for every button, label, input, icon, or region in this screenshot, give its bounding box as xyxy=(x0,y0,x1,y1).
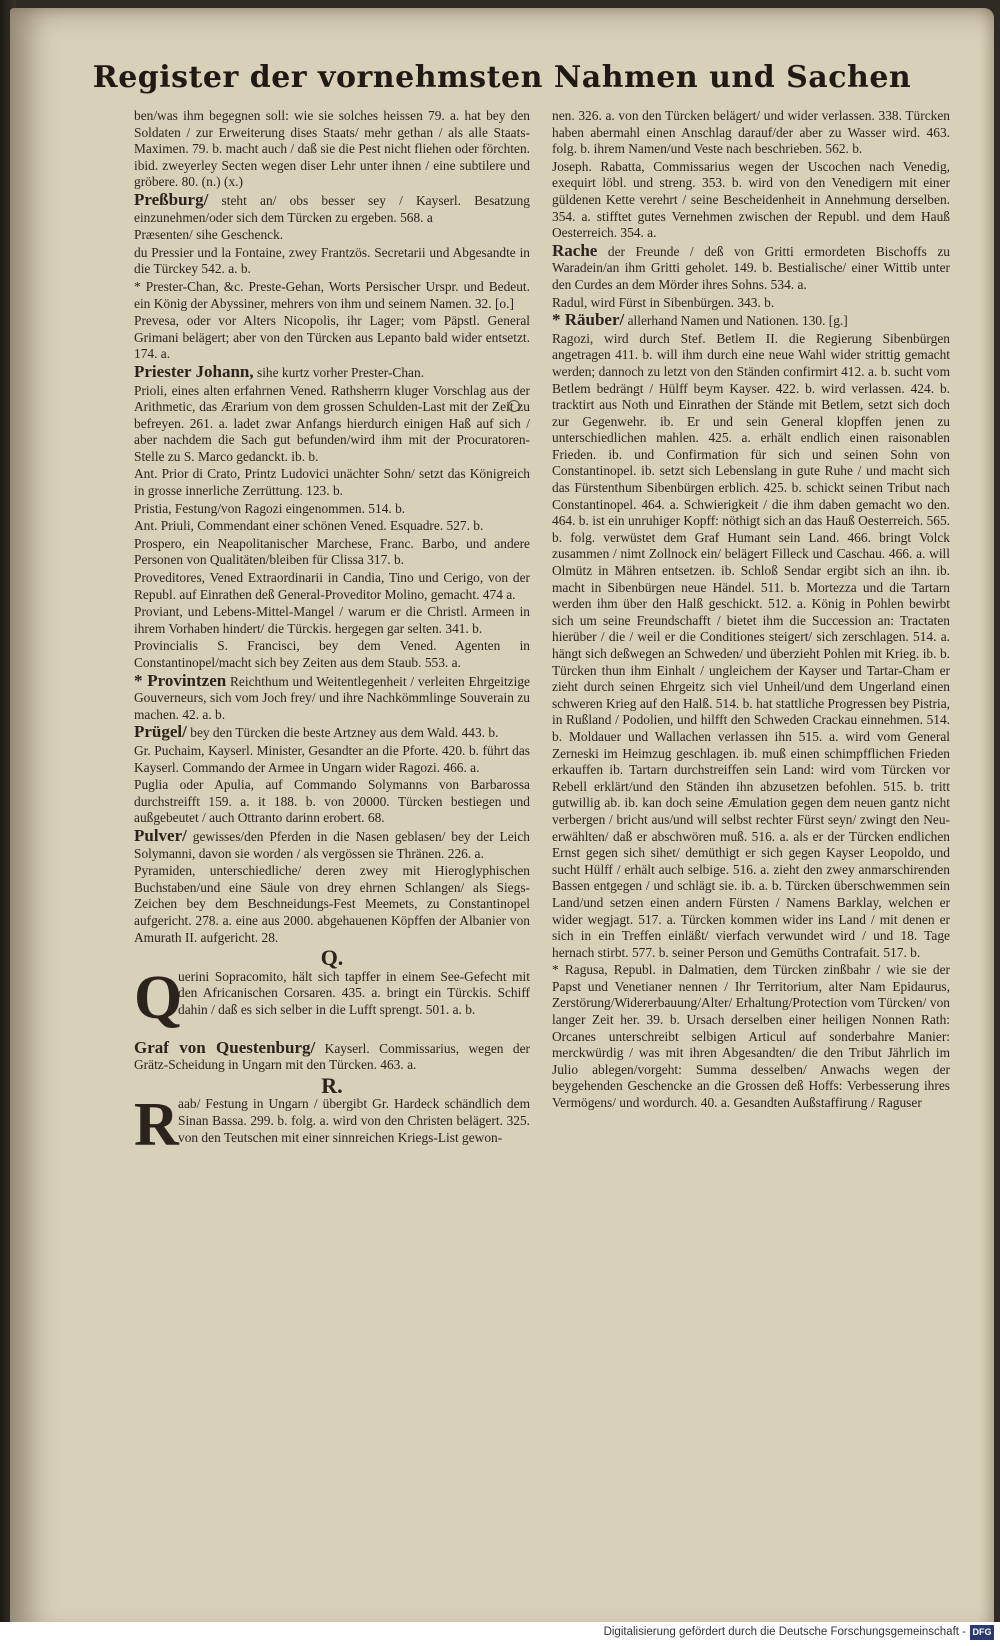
entry-text: gewisses/den Pferden in die Nasen geblasen/ bey der Leich Solymanni, davon sie worden / als vergössen sie Thränen. 226. a. xyxy=(134,828,530,861)
index-entry-q xyxy=(134,963,530,1039)
entry-headword: * Räuber/ xyxy=(552,310,625,330)
footer-bar xyxy=(0,1622,1000,1646)
index-entry xyxy=(552,312,950,330)
index-entry-r xyxy=(134,1091,530,1166)
index-entry xyxy=(134,189,530,226)
index-entry xyxy=(134,743,530,776)
entry-headword: Prügel/ xyxy=(134,722,187,742)
index-entry xyxy=(552,240,950,294)
paper-stain xyxy=(508,400,520,412)
index-entry xyxy=(134,108,530,191)
register-page xyxy=(10,8,994,1640)
index-entry xyxy=(134,570,530,603)
section-heading-r: R. xyxy=(321,1072,343,1098)
entry-text: nen. 326. a. von den Türcken belägert/ und wider verlassen. 338. Türcken haben abermahl einen Anschlag darauf/der aber zu Wasser wird. 463. folg. b. ihrem Namen/und Veste nach beschrieben. 562. b. xyxy=(552,108,950,157)
entry-text: * Ragusa, Republ. in Dalmatien, dem Türcken zinßbahr / wie sie der Papst und Venetianer nennen / Ihr Territorium, alter Nam Epidaurus, Zerstörung/Widererbauung/Alter/ Erhaltung/Protection vom Türcken/ von langer Zeit her. 39. b. Ursach derselben einer heiligen Nonnen Rath: Orcanes unterschreibt selbigen Articul auf sonderbahre Manier: merckwürdig / was mit ihren Abgesandten/ die den Tribut Jährlich im Julio ablegen/vorgeht: Summa desselben/ Anwachs wegen der beygehenden Geschencke an die Grossen deß Hoffs: Verbesserung ihres Vermögens/ und wordurch. 40. a. Gesandten Außstaffirung / Raguser xyxy=(552,962,950,1111)
index-entry xyxy=(134,825,530,862)
entry-text: Reichthum und Weitentlegenheit / verleiten Ehrgeitzige Gouverneurs, sich vom Joch frey/ und ihre Nachkömmlinge Souverain zu machen. 42. a. b. xyxy=(134,673,530,722)
entry-text: uerini Sopracomito, hält sich tapffer in einem See-Gefecht mit den Africanischen Corsaren. 435. a. bringt ein Türckis. Schiff dahin / daß es sich selber in die Lufft sprengt. 501. a. b. xyxy=(178,968,530,1017)
index-entry xyxy=(134,466,530,499)
entry-text: Pyramiden, unterschiedliche/ deren zwey mit Hieroglyphischen Buchstaben/und eine Säule von drey ehrnen Schlangen/ als Siegs-Zeichen bey dem Beschneidungs-Fest Meemets, zu Constantinopel aufgericht. 278. a. eine aus 2000. abgehauenen Köpffen der Albanier von Amurath II. aufgericht. 28. xyxy=(134,863,530,945)
entry-headword: Pulver/ xyxy=(134,825,187,845)
entry-text: Puglia oder Apulia, auf Commando Solymanns von Barbarossa durchstreifft 159. a. it 188. b. von 20000. Türcken bestiegen und außgebeutet / auch Ottranto darinn erobert. 68. xyxy=(134,777,530,826)
right-column xyxy=(552,108,950,1113)
entry-headword: * Provintzen xyxy=(134,670,227,690)
entry-text: Kayserl. Commissarius, wegen der Grätz-Scheidung in Ungarn mit den Türcken. 463. a. xyxy=(134,1040,530,1073)
entry-text: Pristia, Festung/von Ragozi eingenommen. 514. b. xyxy=(134,500,406,516)
entry-text: steht an/ obs besser sey / Kayserl. Besatzung einzunehmen/oder sich dem Türcken zu ergeben. 568. a xyxy=(134,192,530,225)
index-entry xyxy=(134,245,530,278)
index-entry xyxy=(134,536,530,569)
entry-text: * Prester-Chan, &c. Preste-Gehan, Worts Persischer Urspr. und Bedeut. ein König der Abyssiner, mehrers von ihm und seinem Namen. 32. [o.] xyxy=(134,278,530,311)
entry-headword: Preßburg/ xyxy=(134,189,209,209)
index-entry xyxy=(134,670,530,724)
entry-headword: Rache xyxy=(552,240,598,260)
left-column xyxy=(134,108,530,1167)
index-entry xyxy=(134,279,530,312)
index-entry xyxy=(552,331,950,962)
entry-text: Radul, wird Fürst in Sibenbürgen. 343. b. xyxy=(552,294,775,310)
entry-text: du Pressier und la Fontaine, zwey Frantzös. Secretarii und Abgesandte in die Türckey 542. a. b. xyxy=(134,244,530,277)
page-header: Register der vornehmsten Nahmen und Sachen xyxy=(92,60,912,95)
index-entry xyxy=(134,313,530,363)
entry-text: sihe kurtz vorher Prester-Chan. xyxy=(256,364,425,380)
entry-text: Joseph. Rabatta, Commissarius wegen der Uscochen nach Venedig, exequirt löbl. und streng. 353. b. wird von den Venedigern mit einer güldenen Kette verehrt / seine Bescheidenheit in Annehmung derselben. 354. a. stifftet gutes Vernehmen zwischen der Republ. und dem Hauß Oesterreich. 354. a. xyxy=(552,158,950,241)
index-entry xyxy=(134,604,530,637)
index-entry xyxy=(552,295,950,312)
entry-text: Provincialis S. Francisci, bey dem Vened. Agenten in Constantinopel/macht sich bey Zeiten aus dem Staub. 553. a. xyxy=(134,638,530,670)
entry-text: allerhand Namen und Nationen. 130. [g.] xyxy=(627,313,848,329)
entry-text: ben/was ihm begegnen soll: wie sie solches heissen 79. a. hat bey den Soldaten / zur Erweiterung dises Staats/ mehr gethan / als alle Staats-Maximen. 79. b. macht auch / daß sie die Pest nicht fliehen oder förchten. ibid. zweyerley Secten wegen diser Lehr unter ihnen / eine subtilere und gröbere. 80. (n.) (x.) xyxy=(134,108,530,190)
entry-text: Prevesa, oder vor Alters Nicopolis, ihr Lager; vom Päpstl. General Grimani belägert; aber von den Türcken aus Lepanto bald wider entsetzt. 174. a. xyxy=(134,313,530,362)
entry-text: Ragozi, wird durch Stef. Betlem II. die Regierung Sibenbürgen angetragen 411. b. will ihm durch eine neue Wahl wider strittig gemacht werden; dannoch zu letzt von den Ständen confirmirt 412. a. b. sucht vom Betlem bedrängt / Hülff beym Kayser. 422. b. wird verlassen. 424. b. tracktirt aus Noth und Einrathen der Stände mit Betlem, setzt sich doch zur Gegenwehr. ib. Er und sein General klopffen jenen zu unterschiedlichen mahlen. 425. a. erhält endlich einen raisonablen Frieden. ib. und Confirmation für sich und seinen Sohn von Constantinopel. ib. setzt sich Lebenslang in gute Ruhe / und macht sich das Fürstenthum Sibenbürgen erblich. 425. b. schickt seinen Tribut nach Constantinopel. 464. a. Schwierigkeit / die ihm daben gemacht wo den. 464. b. ist ein unruhiger Kopff: nöthigt sich an das Hauß Oesterreich. 565. b. folg. verwüstet dem Graf Humant sein Land. 466. bringt Volck zusammen / nimt Zollnock ein/ belägert Filleck und Caschau. 466. a. will Olmütz in Mähren entsetzen. ib. Schloß Sendar ergibt sich an ihn. ib. macht in Sibenbürgen neue Händel. 511. b. Mortezza und die Tartarn werden ihm über den Halß geschickt. 512. a. König in Pohlen bewirbt sich um seine Freundschafft / bietet ihm die Succession an: Tractaten hierüber / die / weil er die Conditiones steigert/ sich zerschlagen. 514. a. hängt sich deßwegen an Schweden/ und überzieht Pohlen mit Krieg. ib. b. Türcken thun ihm Einhalt / ungleichem der Kayser und Tartar-Cham er zieht durch seinen Ehrgeitz sich viel Unheil/und dem Ungerland einen schweren Krieg auf den Halß. 514. b. hat stattliche Progressen bey Pistria, in Rußland / Podolien, und hilfft den Schweden Crackau einnehmen. 514. b. Moldauer und Wallachen verlassen ihn 515. a. wird vom General Zerneski im Heimzug geschlagen. ib. muß einen schimpfflichen Frieden erkauffen ib. Tartarn durchstreiffen sein Land: wird vom Türcken vor Rebell erklärt/und den Ständen ihn abzusetzen befohlen. 515. b. tritt gutwillig ab. ib. kan doch seine Æmulation gegen dem neuen gantz nicht verbergen / bricht aus/und will selbst rechter Fürst seyn/ zwingt den Neu-erwählten/ daß er abschwören muß. 516. a. als er der Türcken endlichen Ernst gegen sich sihet/ demüthigt er sich gegen Kayser Leopoldo, und sucht Hülff / erhält auch selbige. 516. a. zieht den zwey anmarschirenden Bassen entgegen / und schlägt sie. ib. a. b. Türcken überschwemmen sein Land/und setzen einen andern Fürsten / Namens Barklay, welchen er wider wegjagt. 517. a. Türcken kommen wider ins Land / mit denen er sich in ein Treffen einläßt/ vierfach verwundet wird / und 18. Tage hernach stirbt. 577. b. seiner Person und Gemüths Contrafait. 517. b. xyxy=(552,330,950,960)
index-entry xyxy=(134,724,530,742)
entry-text: aab/ Festung in Ungarn / übergibt Gr. Hardeck schändlich dem Sinan Bassa. 299. b. folg. a. wird von den Christen belägert. 325. von den Teutschen mit einer sinnreichen Kriegs-List gewon- xyxy=(178,1096,530,1145)
index-entry xyxy=(134,227,530,244)
entry-headword: Priester Johann, xyxy=(134,361,254,381)
entry-text: der Freunde / deß von Gritti ermordeten Bischoffs zu Waradein/an ihm Gritti geholet. 149. b. Bestialische/ einer Wittib unter den Curdes an dem Mörder ihres Sohns. 534. a. xyxy=(552,243,950,292)
index-entry xyxy=(134,383,530,466)
entry-text: bey den Türcken die beste Artzney aus dem Wald. 443. b. xyxy=(190,725,499,741)
entry-text: Proviant, und Lebens-Mittel-Mangel / warum er die Christl. Armeen in ihrem Vorhaben hindert/ die Türckis. hergegen gar selten. 341. b. xyxy=(134,604,530,636)
index-entry xyxy=(552,108,950,158)
index-entry xyxy=(134,863,530,946)
entry-text: Ant. Priuli, Commendant einer schönen Vened. Esquadre. 527. b. xyxy=(134,518,484,534)
entry-text: Prospero, ein Neapolitanischer Marchese, Franc. Barbo, und andere Personen von Qualitäten/bleiben für Clissa 317. b. xyxy=(134,535,530,568)
entry-text: Prioli, eines alten erfahrnen Vened. Rathsherrn kluger Vorschlag aus der Arithmetic, das Ærarium von dem grossen Schulden-Last mit der Zeit zu befreyen. 261. a. ladet zwar Anfangs hierdurch einigen Haß auf sich / aber nachdem die Sach gut befunden/wird ihm mit der Procuratoren-Stelle zu S. Marco gedanckt. ib. b. xyxy=(134,382,530,464)
index-entry xyxy=(134,501,530,518)
index-entry xyxy=(134,638,530,671)
funding-notice: Digitalisierung gefördert durch die Deutsche Forschungsgemeinschaft - xyxy=(603,1626,966,1638)
index-entry xyxy=(134,361,530,382)
entry-headword: Graf von Questenburg/ xyxy=(134,1037,316,1057)
index-entry xyxy=(134,518,530,535)
drop-cap-q: Q xyxy=(134,963,183,1032)
index-entry xyxy=(134,777,530,827)
entry-text: Proveditores, Vened Extraordinarii in Candia, Tino und Cerigo, von der Republ. auf Einrathen deß General-Proveditor Molino, gemacht. 474 a. xyxy=(134,570,530,602)
dfg-logo: DFG xyxy=(970,1625,994,1640)
index-entry xyxy=(552,962,950,1111)
entry-text: Ant. Prior di Crato, Printz Ludovici unächter Sohn/ setzt das Königreich in grosse innerliche Zerrüttung. 123. b. xyxy=(134,466,530,499)
index-entry xyxy=(134,1037,530,1074)
entry-text: Gr. Puchaim, Kayserl. Minister, Gesandter an die Pforte. 420. b. führt das Kayserl. Commando der Armee in Ungarn wider Ragozi. 466. a. xyxy=(134,742,530,775)
index-entry xyxy=(552,159,950,242)
entry-text: Præsenten/ sihe Geschenck. xyxy=(134,227,284,243)
drop-cap-r: R xyxy=(134,1091,179,1160)
section-heading-q: Q. xyxy=(320,945,344,971)
